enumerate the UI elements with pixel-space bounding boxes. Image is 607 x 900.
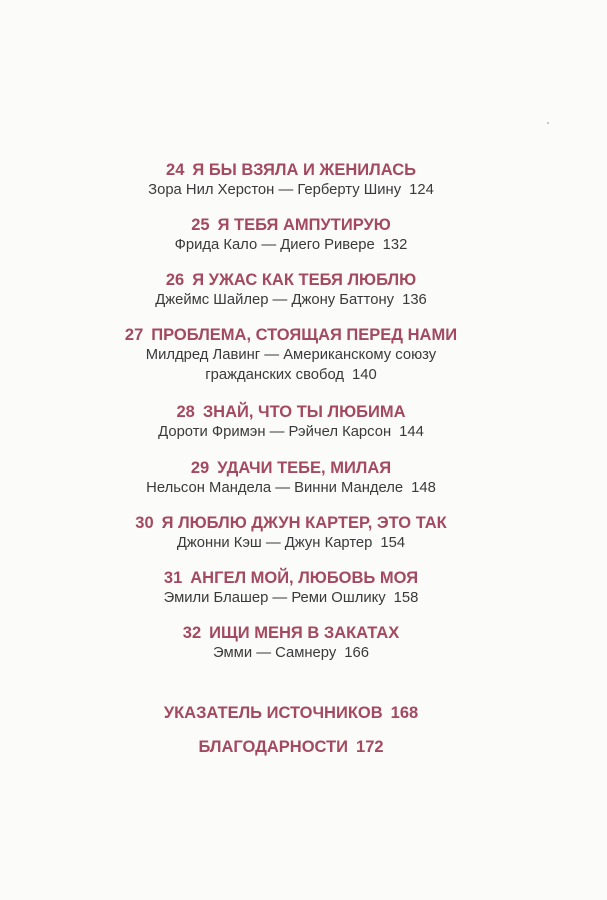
paper-speck bbox=[547, 122, 549, 124]
page-number: 158 bbox=[393, 590, 419, 606]
entry-subtitle bbox=[0, 478, 582, 498]
entry-title bbox=[0, 160, 582, 180]
entry-title bbox=[0, 623, 582, 643]
entry-subtitle bbox=[0, 588, 582, 608]
chapter-number: 29 bbox=[190, 459, 210, 477]
chapter-number: 31 bbox=[163, 569, 183, 587]
sources-page-number: 168 bbox=[390, 704, 419, 722]
chapter-title: ПРОБЛЕМА, СТОЯЩАЯ ПЕРЕД НАМИ bbox=[151, 326, 458, 344]
entry-title bbox=[0, 270, 582, 290]
letter-authors: Милдред Лавинг — Американскому союзу bbox=[145, 347, 437, 363]
chapter-title: АНГЕЛ МОЙ, ЛЮБОВЬ МОЯ bbox=[190, 569, 419, 587]
entry-subtitle bbox=[0, 345, 582, 365]
letter-authors: Джонни Кэш — Джун Картер bbox=[176, 535, 373, 551]
entry-subtitle bbox=[0, 180, 582, 200]
acknowledgements-label: БЛАГОДАРНОСТИ bbox=[198, 738, 349, 756]
entry-title bbox=[0, 402, 582, 422]
letter-authors: Нельсон Мандела — Винни Манделе bbox=[146, 480, 404, 496]
entry-subtitle bbox=[0, 422, 582, 442]
page-number: 140 bbox=[352, 367, 377, 383]
chapter-title: Я ЛЮБЛЮ ДЖУН КАРТЕР, ЭТО ТАК bbox=[161, 514, 447, 532]
entry-title bbox=[0, 513, 582, 533]
toc-entry-24[interactable] bbox=[0, 160, 582, 200]
chapter-title: Я БЫ ВЗЯЛА И ЖЕНИЛАСЬ bbox=[192, 161, 416, 179]
chapter-title: ИЩИ МЕНЯ В ЗАКАТАХ bbox=[209, 624, 400, 642]
chapter-number: 27 bbox=[124, 326, 144, 344]
letter-authors: Джеймс Шайлер — Джону Баттону bbox=[155, 292, 395, 308]
toc-sources[interactable] bbox=[0, 703, 582, 723]
chapter-title: Я УЖАС КАК ТЕБЯ ЛЮБЛЮ bbox=[192, 271, 417, 289]
chapter-title: Я ТЕБЯ АМПУТИРУЮ bbox=[217, 216, 391, 234]
page-number: 124 bbox=[409, 182, 434, 198]
acknowledgements-page-number: 172 bbox=[356, 738, 384, 756]
page-number: 154 bbox=[380, 535, 406, 551]
letter-authors: Эмми — Самнеру bbox=[213, 645, 337, 661]
entry-subtitle bbox=[0, 643, 582, 663]
entry-title bbox=[0, 568, 582, 588]
page-number: 136 bbox=[402, 292, 427, 308]
page-number: 144 bbox=[399, 424, 424, 440]
toc-entry-25[interactable] bbox=[0, 215, 582, 255]
letter-authors: Эмили Блашер — Реми Ошлику bbox=[163, 590, 386, 606]
letter-authors-continued: гражданских свобод bbox=[205, 367, 345, 383]
toc-entry-31[interactable] bbox=[0, 568, 582, 608]
entry-subtitle bbox=[0, 235, 582, 255]
entry-subtitle bbox=[0, 533, 582, 553]
chapter-title: УДАЧИ ТЕБЕ, МИЛАЯ bbox=[217, 459, 392, 477]
page-number: 166 bbox=[344, 645, 369, 661]
sources-label: УКАЗАТЕЛЬ ИСТОЧНИКОВ bbox=[163, 704, 383, 722]
page-number: 132 bbox=[382, 237, 408, 253]
toc-acknowledgements[interactable] bbox=[0, 737, 582, 757]
letter-authors: Дороти Фримэн — Рэйчел Карсон bbox=[158, 424, 392, 440]
toc-entry-30[interactable] bbox=[0, 513, 582, 553]
chapter-number: 28 bbox=[176, 403, 195, 421]
entry-subtitle-continued bbox=[0, 365, 582, 385]
letter-authors: Зора Нил Херстон — Герберту Шину bbox=[148, 182, 402, 198]
chapter-number: 26 bbox=[165, 271, 185, 289]
letter-authors: Фрида Кало — Диего Ривере bbox=[174, 237, 375, 253]
toc-entry-29[interactable] bbox=[0, 458, 582, 498]
page-number: 148 bbox=[411, 480, 436, 496]
toc-entry-27[interactable] bbox=[0, 325, 582, 385]
chapter-number: 24 bbox=[166, 161, 185, 179]
entry-title bbox=[0, 458, 582, 478]
chapter-number: 32 bbox=[182, 624, 202, 642]
chapter-number: 25 bbox=[191, 216, 210, 234]
entry-title bbox=[0, 325, 582, 345]
chapter-title: ЗНАЙ, ЧТО ТЫ ЛЮБИМА bbox=[202, 403, 406, 421]
toc-entry-28[interactable] bbox=[0, 402, 582, 442]
entry-title bbox=[0, 215, 582, 235]
chapter-number: 30 bbox=[135, 514, 154, 532]
toc-entry-32[interactable] bbox=[0, 623, 582, 663]
toc-entry-26[interactable] bbox=[0, 270, 582, 310]
entry-subtitle bbox=[0, 290, 582, 310]
